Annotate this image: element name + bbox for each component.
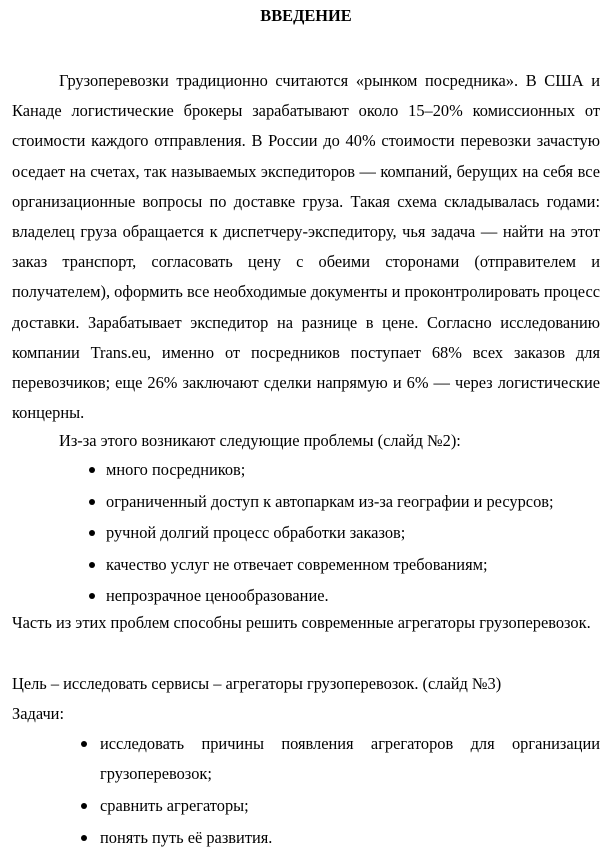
list-item: много посредников; [12, 454, 600, 486]
list-item: качество услуг не отвечает современном требованиям; [12, 549, 600, 581]
list-item: сравнить агрегаторы; [12, 791, 600, 821]
solution-paragraph: Часть из этих проблем способны решить современные агрегаторы грузоперевозок. [12, 613, 591, 632]
problems-list [12, 454, 600, 612]
page-title: ВВЕДЕНИЕ [260, 6, 352, 25]
list-item: непрозрачное ценообразование. [12, 580, 600, 612]
goal-line: Цель – исследовать сервисы – агрегаторы грузоперевозок. (слайд №3) [12, 674, 502, 693]
tasks-list [12, 729, 600, 855]
list-item: понять путь её развития. [12, 823, 600, 853]
list-item: ограниченный доступ к автопаркам из-за географии и ресурсов; [12, 486, 600, 518]
intro-paragraph: Грузоперевозки традиционно считаются «рынком посредника». В США и Канаде логистические брокеры зарабатывают около 15–20% комиссионных от стоимости каждого отправления. В России до 40% стоимости перевозки зачастую оседает на счетах, так называемых экспедиторов — компаний, берущих на себя все организационные вопросы по доставке груза. Такая схема складывалась годами: владелец груза обращается к диспетчеру-экспедитору, чья задача — найти на этот заказ транспорт, согласовать цену с обеими сторонами (отправителем и получателем), оформить все необходимые документы и проконтролировать процесс доставки. Зарабатывает экспедитор на разнице в цене. Согласно исследованию компании Trans.eu, именно от посредников поступает 68% всех заказов для перевозчиков; еще 26% заключают сделки напрямую и 6% — через логистические концерны. [12, 71, 600, 423]
list-item: исследовать причины появления агрегаторов для организации грузоперевозок; [12, 729, 600, 789]
list-item: ручной долгий процесс обработки заказов; [12, 517, 600, 549]
problems-intro: Из-за этого возникают следующие проблемы (слайд №2): [59, 431, 461, 450]
tasks-label: Задачи: [12, 704, 65, 723]
